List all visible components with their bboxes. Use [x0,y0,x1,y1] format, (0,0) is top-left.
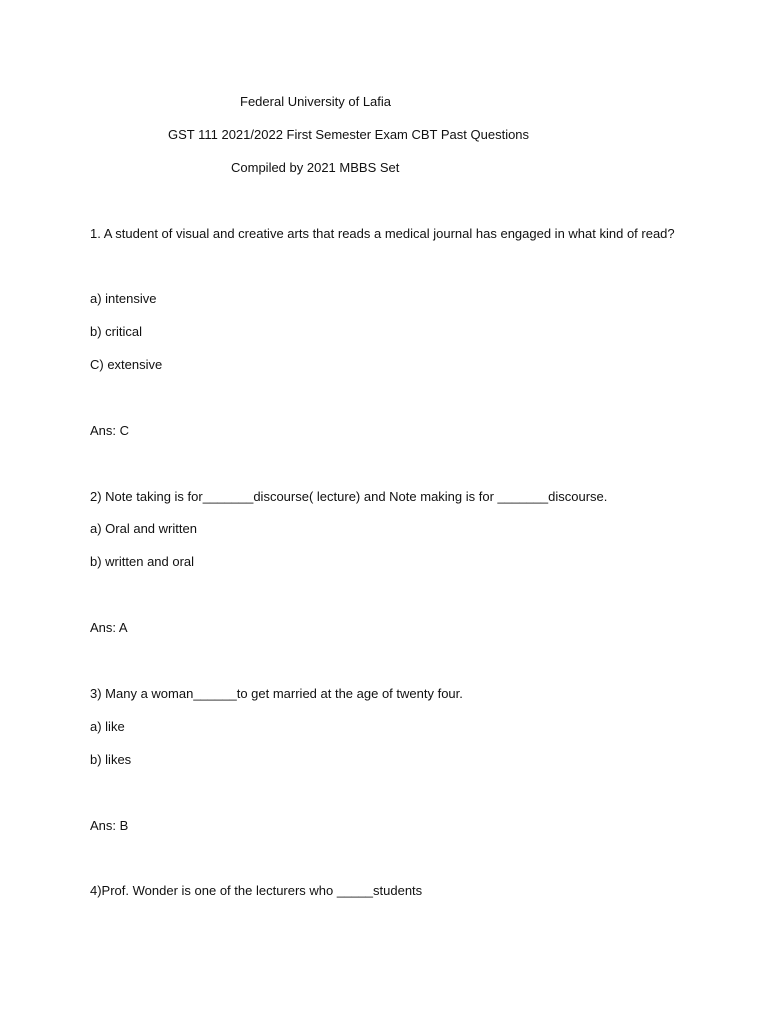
exam-title: GST 111 2021/2022 First Semester Exam CBT Past Questions [168,127,530,142]
question-3-option-a: a) like [90,719,125,734]
question-1-option-a: a) intensive [90,291,157,306]
question-4-text: 4)Prof. Wonder is one of the lecturers who _____students [90,883,423,898]
question-2-option-b: b) written and oral [90,554,195,569]
question-3-text: 3) Many a woman______to get married at the age of twenty four. [90,686,463,701]
question-1-text: 1. A student of visual and creative arts that reads a medical journal has engaged in what kind of read? [90,226,675,241]
question-2-text: 2) Note taking is for_______discourse( lecture) and Note making is for _______discourse. [90,489,608,504]
question-1-option-c: C) extensive [90,357,163,372]
question-2-option-a: a) Oral and written [90,521,197,536]
question-2-answer: Ans: A [90,620,128,635]
question-3-answer: Ans: B [90,818,129,833]
question-1-answer: Ans: C [90,423,130,438]
compiled-by: Compiled by 2021 MBBS Set [231,160,400,175]
question-3-option-b: b) likes [90,752,132,767]
university-name: Federal University of Lafia [240,94,392,109]
question-1-option-b: b) critical [90,324,143,339]
